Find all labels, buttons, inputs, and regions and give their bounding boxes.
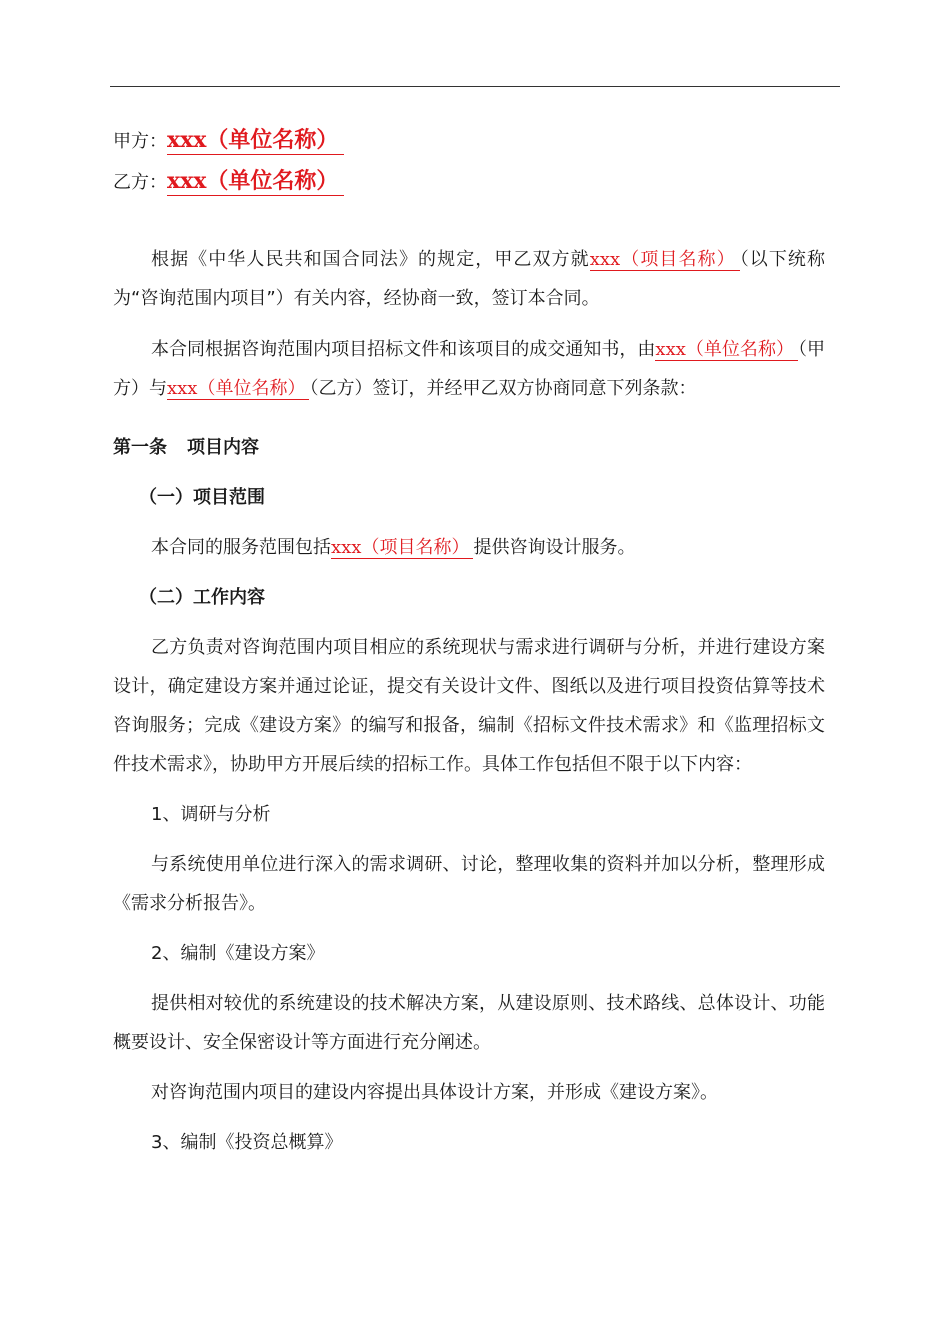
party-b-line: [113, 161, 825, 202]
section-2-heading: （二）工作内容: [139, 587, 265, 608]
section-1-heading: （一）项目范围: [139, 487, 265, 508]
section-1-text-before: 本合同的服务范围包括: [151, 537, 331, 558]
intro-paragraph-2: [113, 330, 825, 408]
article-1-heading: [113, 428, 825, 467]
section-1-project-placeholder: xxx（项目名称）: [331, 537, 473, 559]
intro-p1-text-before: 根据《中华人民共和国合同法》的规定，甲乙双方就: [151, 249, 590, 270]
unit-name-placeholder-b: xxx（单位名称）: [167, 378, 309, 400]
section-1-text-after: 提供咨询设计服务。: [473, 537, 636, 558]
party-a-value: xxx（单位名称）: [167, 127, 344, 155]
party-b-value: xxx（单位名称）: [167, 168, 344, 196]
header-rule: [110, 86, 840, 87]
intro-p2-text-before: 本合同根据咨询范围内项目招标文件和该项目的成交通知书，由: [151, 339, 656, 360]
section-1-paragraph: [113, 528, 825, 567]
project-name-placeholder: xxx（项目名称）: [590, 249, 740, 271]
item-1-paragraph-1: 与系统使用单位进行深入的需求调研、讨论，整理收集的资料并加以分析，整理形成《需求分析报告》。: [113, 854, 825, 914]
intro-p2-text-after: （乙方）签订，并经甲乙双方协商同意下列条款：: [309, 378, 697, 399]
section-2-paragraph: 乙方负责对咨询范围内项目相应的系统现状与需求进行调研与分析，并进行建设方案设计，确定建设方案并通过论证，提交有关设计文件、图纸以及进行项目投资估算等技术咨询服务；完成《建设方案》的编写和报备，编制《招标文件技术需求》和《监理招标文件技术需求》，协助甲方开展后续的招标工作。具体工作包括但不限于以下内容：: [113, 637, 825, 775]
party-b-label: 乙方：: [113, 172, 167, 193]
item-2-paragraph-2: 对咨询范围内项目的建设内容提出具体设计方案，并形成《建设方案》。: [151, 1082, 718, 1103]
document-body: [113, 120, 825, 1162]
unit-name-placeholder-a: xxx（单位名称）: [655, 339, 798, 361]
item-1-title: 1、调研与分析: [151, 804, 271, 825]
intro-paragraph-1: [113, 240, 825, 318]
article-1-number: 第一条: [113, 437, 167, 458]
item-2-title: 2、编制《建设方案》: [151, 943, 325, 964]
intro-p1-text-after: （以下统称为“咨询范围内项目”）有关内容，经协商一致，签订本合同。: [113, 249, 826, 309]
item-3-title: 3、编制《投资总概算》: [151, 1132, 343, 1153]
item-2-paragraph-1: 提供相对较优的系统建设的技术解决方案，从建设原则、技术路线、总体设计、功能概要设计、安全保密设计等方面进行充分阐述。: [113, 993, 825, 1053]
intro-p2-text-middle: （甲方）与: [113, 339, 825, 399]
article-1-title: 项目内容: [187, 437, 259, 458]
party-a-line: [113, 120, 825, 161]
party-a-label: 甲方：: [113, 131, 167, 152]
